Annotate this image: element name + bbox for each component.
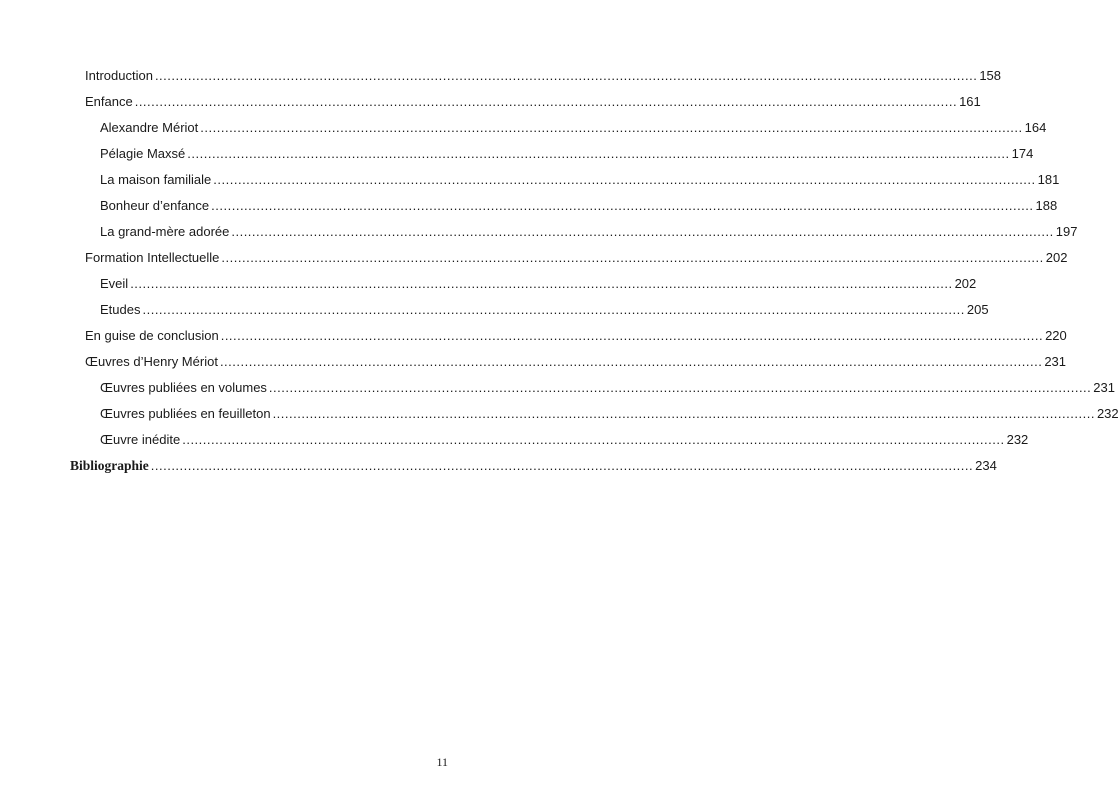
toc-entry[interactable] xyxy=(100,404,1119,424)
toc-entry-title: Bonheur d’enfance xyxy=(100,198,210,213)
toc-entry-title: Eveil xyxy=(100,276,129,291)
toc-entry-title: Etudes xyxy=(100,302,141,317)
toc-entry[interactable] xyxy=(100,170,1060,190)
toc-entry-page: 181 xyxy=(1037,172,1060,187)
page-number: 11 xyxy=(436,755,448,769)
toc-entry-title: Introduction xyxy=(85,68,153,83)
toc-entry-title: La grand-mère adorée xyxy=(100,224,230,239)
toc-entry[interactable] xyxy=(100,300,989,320)
toc-entry[interactable] xyxy=(100,378,1115,398)
toc-leader-dots: ........................................................................................................................................................................................................ xyxy=(154,68,978,83)
toc-leader-dots: ........................................................................................................................................................................................................ xyxy=(142,302,965,317)
toc-entry-page: 197 xyxy=(1055,224,1078,239)
toc-entry-title: En guise de conclusion xyxy=(85,328,219,343)
toc-leader-dots: ........................................................................................................................................................................................................ xyxy=(211,198,1034,213)
toc-entry-page: 232 xyxy=(1006,432,1029,447)
toc-leader-dots: ........................................................................................................................................................................................................ xyxy=(134,94,958,109)
toc-leader-dots: ........................................................................................................................................................................................................ xyxy=(187,146,1010,161)
toc-entry[interactable] xyxy=(85,352,1067,372)
toc-leader-dots: ........................................................................................................................................................................................................ xyxy=(213,172,1036,187)
toc-entry[interactable] xyxy=(85,92,981,112)
toc-entry-page: 188 xyxy=(1035,198,1058,213)
toc-entry-bibliography[interactable] xyxy=(70,456,997,476)
toc-entry-page: 205 xyxy=(966,302,989,317)
toc-leader-dots: ........................................................................................................................................................................................................ xyxy=(200,120,1023,135)
toc-entry[interactable] xyxy=(100,222,1078,242)
toc-entry[interactable] xyxy=(100,274,977,294)
toc-entry-title: Enfance xyxy=(85,94,133,109)
toc-entry-title: Œuvres d’Henry Mériot xyxy=(85,354,218,369)
toc-entry-title: Pélagie Maxsé xyxy=(100,146,186,161)
toc-entry-page: 158 xyxy=(979,68,1002,83)
toc-leader-dots: ........................................................................................................................................................................................................ xyxy=(219,354,1043,369)
toc-entry-page: 232 xyxy=(1096,406,1119,421)
toc-leader-dots: ........................................................................................................................................................................................................ xyxy=(182,432,1005,447)
toc-entry-page: 220 xyxy=(1045,328,1067,343)
toc-entry[interactable] xyxy=(100,144,1034,164)
toc-entry-title: Formation Intellectuelle xyxy=(85,250,220,265)
toc-entry[interactable] xyxy=(85,326,1067,346)
toc-entry[interactable] xyxy=(85,248,1068,268)
toc-entry[interactable] xyxy=(100,196,1058,216)
toc-entry-page: 174 xyxy=(1011,146,1034,161)
toc-entry-page: 234 xyxy=(975,458,997,473)
toc-entry-page: 231 xyxy=(1044,354,1067,369)
toc-leader-dots: ........................................................................................................................................................................................................ xyxy=(272,406,1095,421)
toc-entry[interactable] xyxy=(100,118,1047,138)
toc-entry-title: Œuvres publiées en volumes xyxy=(100,380,267,395)
toc-entry[interactable] xyxy=(100,430,1029,450)
toc-entry-title: Bibliographie xyxy=(70,458,149,473)
toc-entry-page: 202 xyxy=(954,276,977,291)
toc-entry-page: 161 xyxy=(959,94,981,109)
toc-entry-title: La maison familiale xyxy=(100,172,212,187)
toc-entry-page: 231 xyxy=(1093,380,1115,395)
toc-entry[interactable] xyxy=(85,66,1002,86)
toc-leader-dots: ........................................................................................................................................................................................................ xyxy=(130,276,953,291)
toc-entry-title: Œuvres publiées en feuilleton xyxy=(100,406,271,421)
toc-leader-dots: ........................................................................................................................................................................................................ xyxy=(231,224,1054,239)
toc-leader-dots: ........................................................................................................................................................................................................ xyxy=(268,380,1092,395)
toc-entry-title: Alexandre Mériot xyxy=(100,120,199,135)
toc-leader-dots: ........................................................................................................................................................................................................ xyxy=(221,250,1044,265)
toc-entry-page: 164 xyxy=(1024,120,1047,135)
toc-entry-page: 202 xyxy=(1045,250,1068,265)
toc-leader-dots: ........................................................................................................................................................................................................ xyxy=(220,328,1044,343)
toc-entry-title: Œuvre inédite xyxy=(100,432,181,447)
toc-leader-dots: ........................................................................................................................................................................................................ xyxy=(150,458,974,473)
